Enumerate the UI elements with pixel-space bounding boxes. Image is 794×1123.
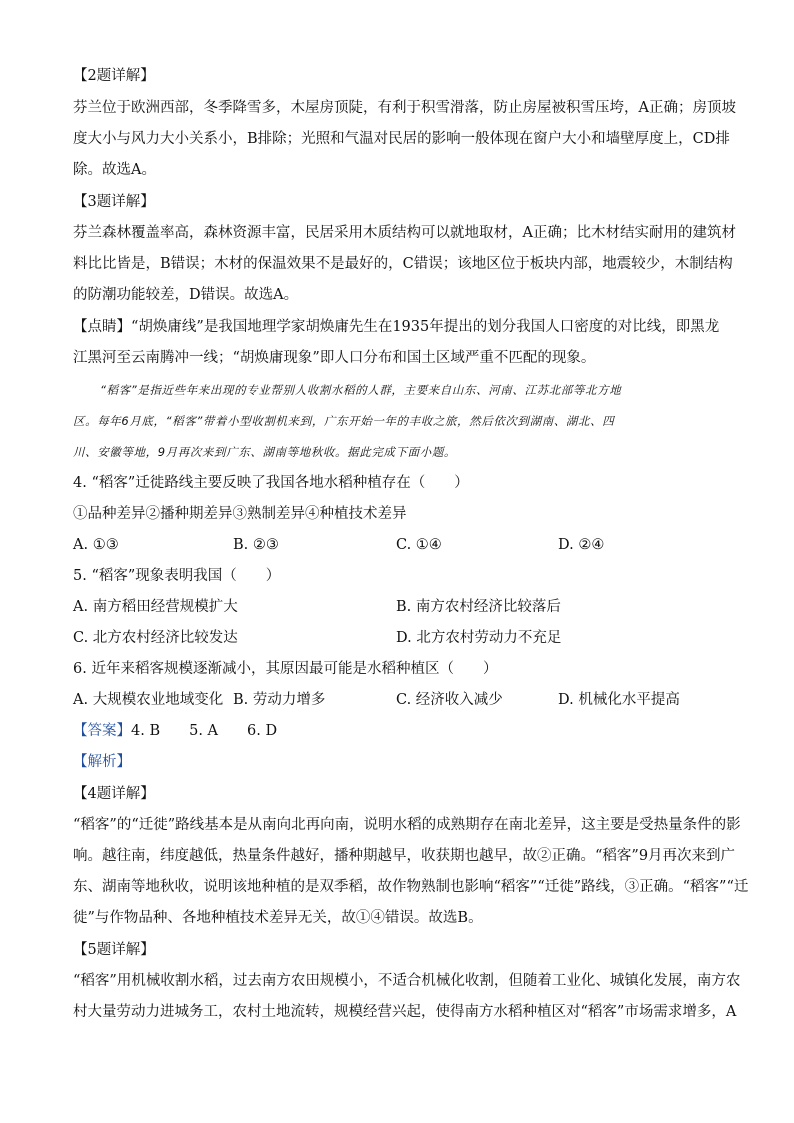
answer-label: 【答案】 (73, 723, 131, 739)
question-4-items: ①品种差异②播种期差异③熟制差异④种植技术差异 (73, 506, 407, 522)
q2-text-line-3: 除。故选A。 (73, 162, 156, 178)
dianjing-line-1: 【点睛】“胡焕庸线”是我国地理学家胡焕庸先生在1935年提出的划分我国人口密度的对比线，即黑龙 (73, 319, 720, 335)
q5-option-a: A. 南方稻田经营规模扩大 (73, 599, 238, 615)
q2-text-line-2: 度大小与风力大小关系小，B排除；光照和气温对民居的影响一般体现在窗户大小和墙壁厚度上，CD排 (73, 131, 730, 147)
question-5: 5. “稻客”现象表明我国（ ） (73, 568, 281, 584)
q5-option-b: B. 南方农村经济比较落后 (396, 599, 561, 615)
question-4: 4. “稻客”迁徙路线主要反映了我国各地水稻种植存在（ ） (73, 475, 469, 491)
q6-option-a: A. 大规模农业地域变化 (73, 692, 224, 708)
answer-values: 4. B 5. A 6. D (131, 723, 278, 739)
passage-line-3: 川、安徽等地，9月再次来到广东、湖南等地秋收。据此完成下面小题。 (73, 445, 457, 459)
q3-detail-heading: 【3题详解】 (73, 194, 155, 210)
q4-option-c: C. ①④ (396, 537, 442, 553)
q4-detail-line-2: 响。越往南，纬度越低，热量条件越好，播种期越早，收获期也越早，故②正确。“稻客”9月再次来到广 (73, 848, 736, 864)
q4-option-d: D. ②④ (558, 537, 605, 553)
q6-option-b: B. 劳动力增多 (233, 692, 326, 708)
dianjing-line-2: 江黑河至云南腾冲一线；“胡焕庸现象”即人口分布和国土区域严重不匹配的现象。 (73, 350, 596, 366)
q5-detail-line-1: “稻客”用机械收割水稻，过去南方农田规模小，不适合机械化收割，但随着工业化、城镇化发展，南方农 (73, 973, 741, 989)
answer-line (73, 721, 277, 741)
q5-detail-heading: 【5题详解】 (73, 942, 155, 958)
q3-text-line-1: 芬兰森林覆盖率高，森林资源丰富，民居采用木质结构可以就地取材，A正确；比木材结实耐用的建筑材 (73, 225, 736, 241)
q6-option-c: C. 经济收入减少 (396, 692, 503, 708)
analysis-label: 【解析】 (73, 754, 131, 770)
q5-option-d: D. 北方农村劳动力不充足 (396, 630, 562, 646)
passage-line-2: 区。每年6月底，“稻客”带着小型收割机来到，广东开始一年的丰收之旅，然后依次到湖南、湖北、四 (73, 414, 615, 428)
passage-line-1: “稻客”是指近些年来出现的专业帮别人收割水稻的人群，主要来自山东、河南、江苏北部等北方地 (100, 383, 622, 397)
q4-detail-heading: 【4题详解】 (73, 786, 155, 802)
q3-text-line-2: 料比比皆是，B错误；木材的保温效果不是最好的，C错误；该地区位于板块内部，地震较少，木制结构 (73, 256, 733, 272)
q4-option-a: A. ①③ (73, 537, 119, 553)
q5-option-c: C. 北方农村经济比较发达 (73, 630, 238, 646)
q3-text-line-3: 的防潮功能较差，D错误。故选A。 (73, 287, 299, 303)
question-6: 6. 近年来稻客规模逐渐减小，其原因最可能是水稻种植区（ ） (73, 661, 498, 677)
q5-detail-line-2: 村大量劳动力进城务工，农村土地流转，规模经营兴起，使得南方水稻种植区对“稻客”市场需求增多，A (73, 1004, 737, 1020)
q6-option-d: D. 机械化水平提高 (558, 692, 680, 708)
q2-text-line-1: 芬兰位于欧洲西部，冬季降雪多，木屋房顶陡，有利于积雪滑落，防止房屋被积雪压垮，A正确；房顶坡 (73, 100, 736, 116)
q2-detail-heading: 【2题详解】 (73, 68, 155, 84)
q4-option-b: B. ②③ (233, 537, 279, 553)
q4-detail-line-4: 徙”与作物品种、各地种植技术差异无关，故①④错误。故选B。 (73, 910, 483, 926)
q4-detail-line-3: 东、湖南等地秋收，说明该地种植的是双季稻，故作物熟制也影响“稻客”“迁徙”路线，③正确。“稻客”“迁 (73, 879, 749, 895)
q4-detail-line-1: “稻客”的“迁徙”路线基本是从南向北再向南，说明水稻的成熟期存在南北差异，这主要是受热量条件的影 (73, 817, 741, 833)
